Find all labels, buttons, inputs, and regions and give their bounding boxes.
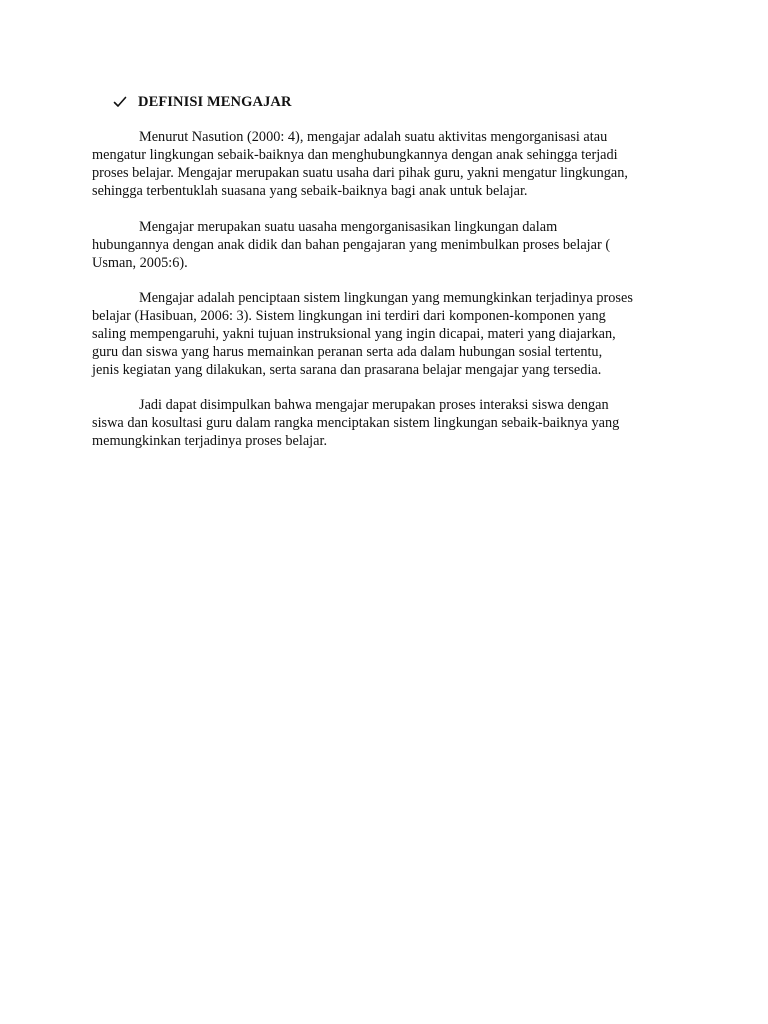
paragraph-line: siswa dan kosultasi guru dalam rangka menciptakan sistem lingkungan sebaik-baiknya yang — [92, 415, 620, 431]
paragraph-line: saling mempengaruhi, yakni tujuan instruksional yang ingin dicapai, materi yang diajarkan, — [92, 326, 616, 342]
paragraph-line: Jadi dapat disimpulkan bahwa mengajar merupakan proses interaksi siswa dengan — [139, 397, 609, 413]
paragraph-nasution — [92, 128, 692, 200]
paragraph-line: mengatur lingkungan sebaik-baiknya dan menghubungkannya dengan anak sehingga terjadi — [92, 147, 618, 163]
paragraph-line: Mengajar merupakan suatu uasaha mengorganisasikan lingkungan dalam — [139, 219, 558, 235]
paragraph-line: proses belajar. Mengajar merupakan suatu usaha dari pihak guru, yakni mengatur lingkungan, — [92, 165, 628, 181]
paragraph-line: Usman, 2005:6). — [92, 255, 188, 271]
paragraph-line: Mengajar adalah penciptaan sistem lingkungan yang memungkinkan terjadinya proses — [139, 290, 633, 306]
section-heading-text: DEFINISI MENGAJAR — [138, 94, 292, 110]
paragraph-line: jenis kegiatan yang dilakukan, serta sarana dan prasarana belajar mengajar yang tersedia. — [92, 362, 602, 378]
paragraph-line: Menurut Nasution (2000: 4), mengajar adalah suatu aktivitas mengorganisasi atau — [139, 129, 608, 145]
paragraph-line: guru dan siswa yang harus memainkan peranan serta ada dalam hubungan sosial tertentu, — [92, 344, 603, 360]
checkmark-icon — [113, 95, 127, 109]
paragraph-conclusion — [92, 396, 692, 450]
paragraph-line: memungkinkan terjadinya proses belajar. — [92, 433, 328, 449]
paragraph-line: belajar (Hasibuan, 2006: 3). Sistem lingkungan ini terdiri dari komponen-komponen yang — [92, 308, 606, 324]
paragraph-usman — [92, 218, 692, 272]
section-heading — [113, 93, 292, 111]
paragraph-line: hubungannya dengan anak didik dan bahan pengajaran yang menimbulkan proses belajar ( — [92, 237, 611, 253]
paragraph-hasibuan — [92, 289, 692, 379]
paragraph-line: sehingga terbentuklah suasana yang sebaik-baiknya bagi anak untuk belajar. — [92, 183, 528, 199]
